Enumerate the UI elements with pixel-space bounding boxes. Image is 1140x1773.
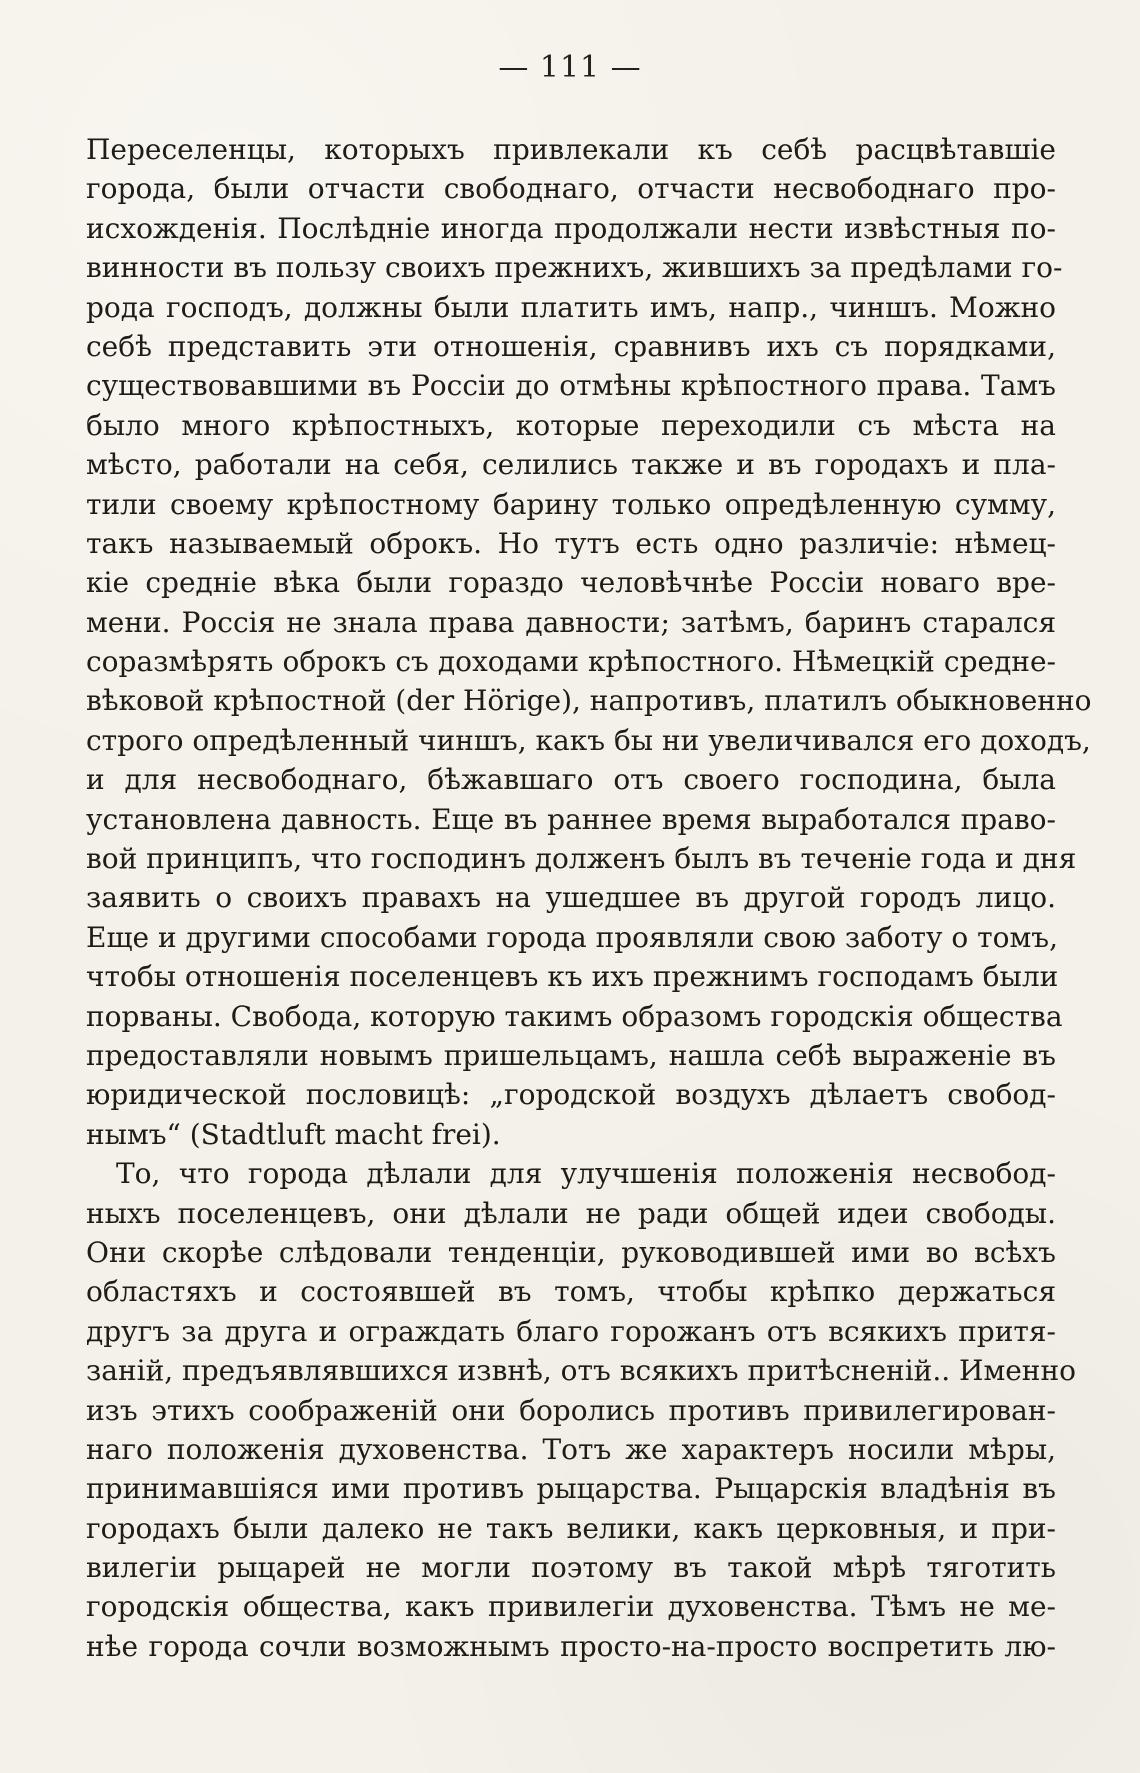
text-line: города, были отчасти свободнаго, отчасти несвободнаго про- <box>86 172 1056 206</box>
text-line: строго опредѣленный чиншъ, какъ бы ни увеличивался его доходъ, <box>86 723 1091 757</box>
text-line: предоставляли новымъ пришельцамъ, нашла себѣ выраженіе въ <box>86 1038 1056 1072</box>
text-line: мени. Россія не знала права давности; затѣмъ, баринъ старался <box>86 605 1056 639</box>
text-line: наго положенія духовенства. Тотъ же характеръ носили мѣры, <box>86 1432 1056 1466</box>
text-line: и для несвободнаго, бѣжавшаго отъ своего господина, была <box>86 763 1056 797</box>
text-line: установлена давность. Еще въ раннее время выработался право- <box>86 802 1056 836</box>
text-line: принимавшіяся ими противъ рыцарства. Рыцарскія владѣнія въ <box>86 1472 1056 1506</box>
text-line: себѣ представить эти отношенія, сравнивъ ихъ съ порядками, <box>86 329 1056 363</box>
text-line: винности въ пользу своихъ прежнихъ, жившихъ за предѣлами го- <box>86 251 1063 285</box>
text-line: тили своему крѣпостному барину только опредѣленную сумму, <box>86 487 1056 521</box>
text-line: такъ называемый оброкъ. Но тутъ есть одно различіе: нѣмец- <box>86 526 1056 560</box>
text-line: было много крѣпостныхъ, которые переходили съ мѣста на <box>86 408 1056 442</box>
text-line: рода господъ, должны были платить имъ, напр., чиншъ. Можно <box>86 290 1056 324</box>
text-line: вой принципъ, что господинъ долженъ былъ въ теченіе года и дня <box>86 842 1077 876</box>
text-line: порваны. Свобода, которую такимъ образомъ городскія общества <box>86 999 1063 1033</box>
text-line: чтобы отношенія поселенцевъ къ ихъ прежнимъ господамъ были <box>86 960 1059 994</box>
text-line: вѣковой крѣпостной (der Hörige), напротивъ, платилъ обыкновенно <box>86 684 1092 718</box>
text-line: существовавшими въ Россіи до отмѣны крѣпостного права. Тамъ <box>86 369 1056 403</box>
text-line: заній, предъявлявшихся извнѣ, отъ всякихъ притѣсненій.. Именно <box>86 1354 1076 1388</box>
text-line: Еще и другими способами города проявляли свою заботу о томъ, <box>86 920 1058 954</box>
text-line: юридической пословицѣ: „городской воздухъ дѣлаетъ свобод- <box>86 1078 1056 1112</box>
text-line: исхожденія. Послѣдніе иногда продолжали нести извѣстныя по- <box>86 211 1056 245</box>
text-line: кіе средніе вѣка были гораздо человѣчнѣе Россіи новаго вре- <box>86 566 1056 600</box>
text-line: То, что города дѣлали для улучшенія положенія несвобод- <box>116 1157 1056 1191</box>
text-line: ныхъ поселенцевъ, они дѣлали не ради общей идеи свободы. <box>86 1196 1056 1230</box>
text-line: изъ этихъ соображеній они боролись противъ привилегирован- <box>86 1393 1056 1427</box>
text-line: нымъ“ (Stadtluft macht frei). <box>86 1117 501 1151</box>
text-line: городскія общества, какъ привилегіи духовенства. Тѣмъ не ме- <box>86 1590 1056 1624</box>
body-text <box>86 130 1092 1666</box>
text-line: нѣе города сочли возможнымъ просто-на-просто воспретить лю- <box>86 1629 1056 1663</box>
text-line: заявить о своихъ правахъ на ушедшее въ другой городъ лицо. <box>86 881 1056 915</box>
text-line: Переселенцы, которыхъ привлекали къ себѣ расцвѣтавшіе <box>86 133 1056 166</box>
text-line: соразмѣрять оброкъ съ доходами крѣпостного. Нѣмецкій средне- <box>86 645 1056 679</box>
text-line: Они скорѣе слѣдовали тенденціи, руководившей ими во всѣхъ <box>86 1235 1056 1269</box>
text-line: вилегіи рыцарей не могли поэтому въ такой мѣрѣ тяготить <box>86 1551 1056 1585</box>
text-line: областяхъ и состоявшей въ томъ, чтобы крѣпко держаться <box>86 1275 1056 1309</box>
text-line: городахъ были далеко не такъ велики, какъ церковныя, и при- <box>86 1511 1056 1545</box>
text-line: другъ за друга и ограждать благо горожанъ отъ всякихъ притя- <box>86 1314 1056 1348</box>
page-number: — 111 — <box>498 50 642 85</box>
text-line: мѣсто, работали на себя, селились также и въ городахъ и пла- <box>86 448 1056 482</box>
